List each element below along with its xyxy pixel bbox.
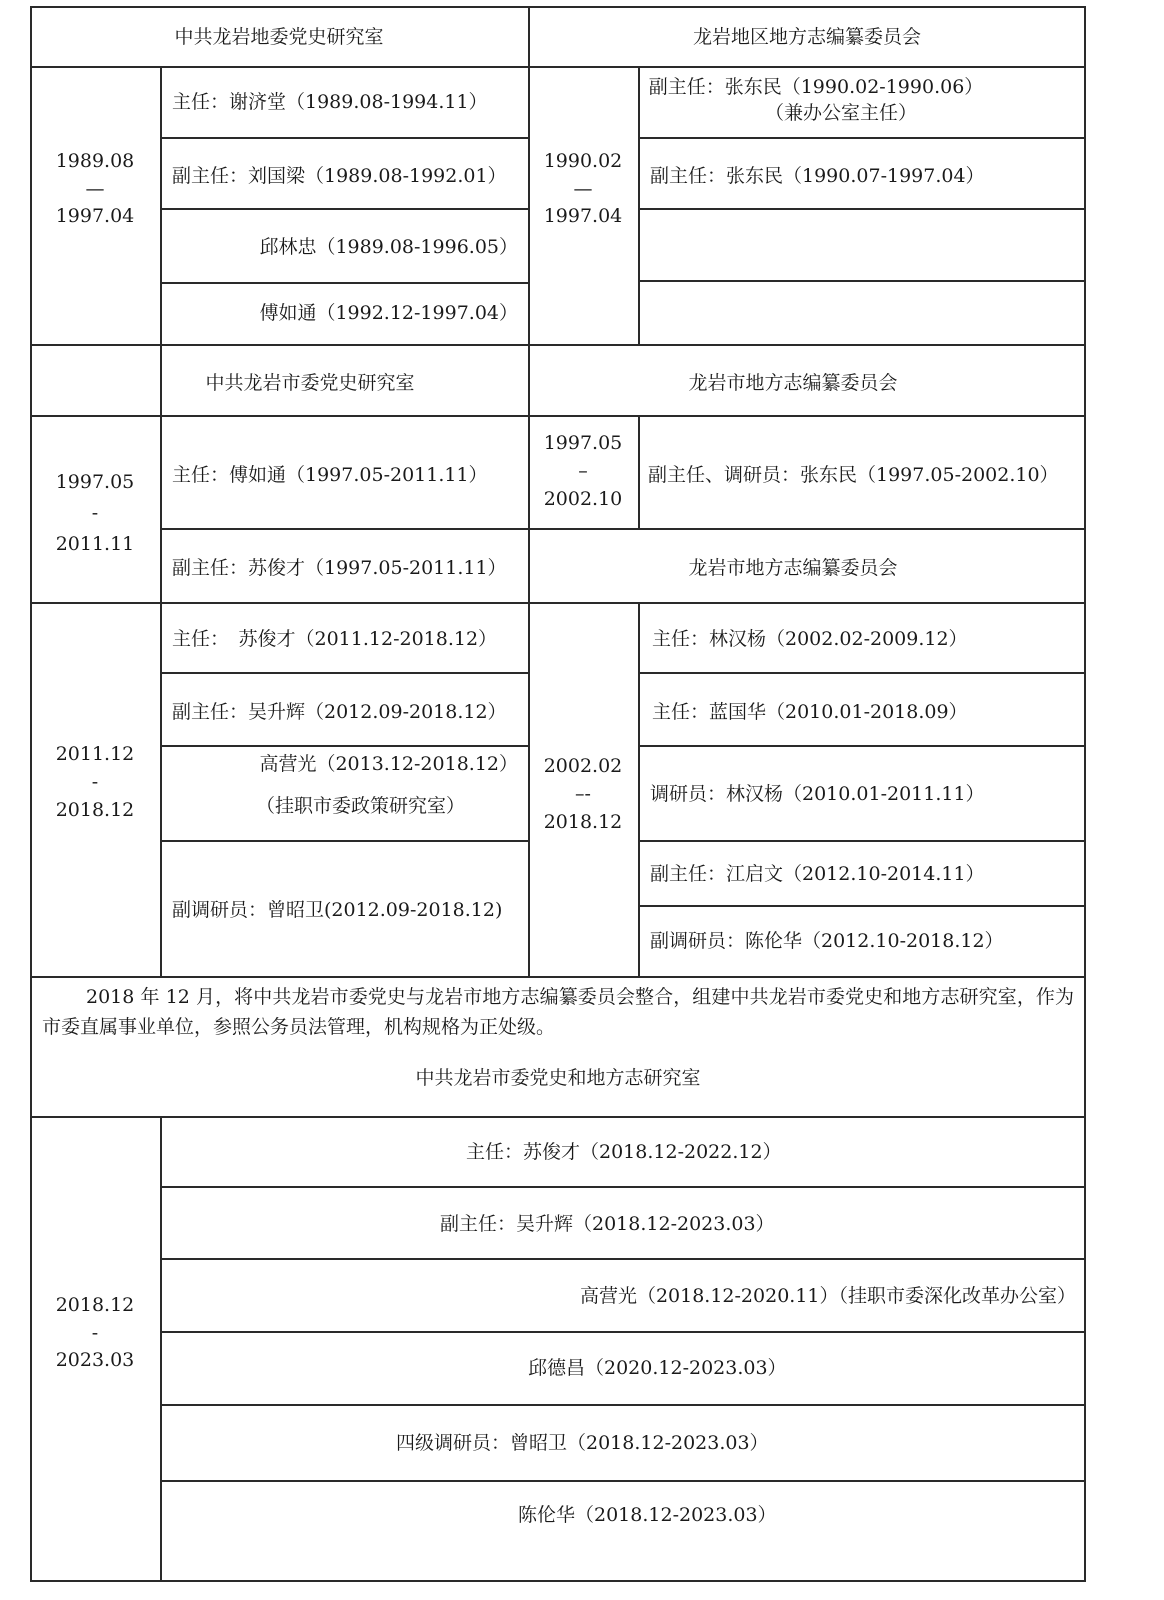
row-divider	[638, 280, 1086, 282]
entry-gao-yingguang-2: 高营光（2018.12-2020.11）（挂职市委深化改革办公室）	[579, 1285, 1076, 1307]
row-divider	[638, 672, 1086, 674]
personnel-table: 中共龙岩地委党史研究室 龙岩地区地方志编纂委员会 1989.08 — 1997.04 1990.02 — 1997.04 主任：谢济堂（1989.08-1994.11） 副主任：刘国梁（1989.08-1992.01） 邱林忠（1989.08-1996.05） 傅如通（1992.12-1997.04） 副主任：张东民（1990.02-1990.06） （兼办公室主任） 副主任：张东民（1990.07-1997.04） 中共龙岩市委党史研究室 龙岩市地方志编纂委员会 1997.05 - 2011.11 1997.05 – 2002.10 主任：傅如通（1997.05-2011.11） 副主任：苏俊才（1997.05-2011.11） 副主任、调研员：张东民（1997.05-2002.10） 龙岩市地方志编纂委员会 2011.12 - 2018.12 2002.02 –- 2018.12 主任： 苏俊才（2011.12-2018.12） 副主任：吴升辉（2012.09-2018.12） 高营光（2013.12-2018.12） （挂职市委政策研究室） 副调研员：曾昭卫(2012.09-2018.12) 主任：林汉杨（2002.02-2009.12） 主任：蓝国华（2010.01-2018.09） 调研员：林汉杨（2010.01-2011.11） 副主任：江启文（2012.10-2014.11） 副调研员：陈伦华（2012.10-2018.12） 2018 年 12 月，将中共龙岩市委党史与龙岩市地方志编纂委员会整合，组建中共龙岩市委党史和地方志研究室，作为市委直属事业单位，参照公务员法管理，机构规格为正处级。 中共龙岩市委党史和地方志研究室 2018.12 - 2023.03 主任：苏俊才（2018.12-2022.12） 副主任：吴升辉（2018.12-2023.03） 高营光（2018.12-2020.11）（挂职市委深化改革办公室） 邱德昌（2020.12-2023.03） 四级调研员：曾昭卫（2018.12-2023.03） 陈伦华（2018.12-2023.03）	[30, 6, 1086, 1582]
row-divider	[160, 282, 528, 284]
header-dangshi-shiwei: 中共龙岩市委党史研究室	[205, 372, 415, 394]
table-border-top	[30, 6, 1086, 8]
entry-fu-rutong-2: 主任：傅如通（1997.05-2011.11）	[172, 464, 488, 486]
entry-chen-lunhua-2: 陈伦华（2018.12-2023.03）	[518, 1504, 777, 1526]
row-divider	[638, 137, 1086, 139]
entry-su-juncai-2: 主任： 苏俊才（2011.12-2018.12）	[172, 628, 498, 650]
column-divider	[638, 415, 640, 528]
merger-paragraph: 2018 年 12 月，将中共龙岩市委党史与龙岩市地方志编纂委员会整合，组建中共龙岩市委党史和地方志研究室，作为市委直属事业单位，参照公务员法管理，机构规格为正处级。	[42, 986, 1074, 1038]
header-dangshi-diwei: 中共龙岩地委党史研究室	[174, 26, 384, 48]
entry-qiu-linzhong: 邱林忠（1989.08-1996.05）	[259, 236, 518, 258]
entry-gao-yingguang-note: （挂职市委政策研究室）	[256, 795, 466, 817]
entry-lin-hanyang-2: 调研员：林汉杨（2010.01-2011.11）	[650, 783, 985, 805]
table-border-bottom	[30, 1580, 1086, 1582]
entry-fu-rutong: 傅如通（1992.12-1997.04）	[259, 302, 518, 324]
row-divider	[160, 1404, 1086, 1406]
entry-wu-shenghui: 副主任：吴升辉（2012.09-2018.12）	[172, 701, 507, 723]
header-fangzhi-diqu: 龙岩地区地方志编纂委员会	[692, 26, 921, 48]
row-divider	[160, 1258, 1086, 1260]
row-divider	[160, 137, 528, 139]
row-divider	[160, 1480, 1086, 1482]
row-divider	[638, 745, 1086, 747]
column-divider	[638, 602, 640, 976]
entry-liu-guoliang: 副主任：刘国梁（1989.08-1992.01）	[172, 165, 507, 187]
row-divider	[638, 840, 1086, 842]
row-divider	[30, 344, 1086, 346]
row-divider	[160, 672, 528, 674]
row-divider	[30, 602, 1086, 604]
entry-lan-guohua: 主任：蓝国华（2010.01-2018.09）	[652, 701, 968, 723]
merger-title: 中共龙岩市委党史和地方志研究室	[415, 1067, 701, 1089]
header-fangzhi-shi-2: 龙岩市地方志编纂委员会	[688, 557, 898, 579]
row-divider	[30, 976, 1086, 978]
entry-su-juncai-3: 主任：苏俊才（2018.12-2022.12）	[466, 1141, 782, 1163]
row-divider	[160, 745, 528, 747]
entry-wu-shenghui-2: 副主任：吴升辉（2018.12-2023.03）	[440, 1213, 775, 1235]
entry-jiang-qiwen: 副主任：江启文（2012.10-2014.11）	[650, 863, 985, 885]
entry-xie-jitang: 主任：谢济堂（1989.08-1994.11）	[172, 91, 488, 113]
table-border-right	[1084, 6, 1086, 1582]
entry-zhang-dongmin-2: 副主任：张东民（1990.07-1997.04）	[650, 165, 985, 187]
header-fangzhi-shi: 龙岩市地方志编纂委员会	[688, 372, 898, 394]
entry-su-juncai: 副主任：苏俊才（1997.05-2011.11）	[172, 557, 507, 579]
row-divider	[160, 1331, 1086, 1333]
column-divider	[160, 1116, 162, 1582]
column-divider	[160, 66, 162, 976]
row-divider	[30, 66, 1086, 68]
entry-zhang-dongmin-3: 副主任、调研员：张东民（1997.05-2002.10）	[648, 464, 1059, 486]
entry-qiu-dechang: 邱德昌（2020.12-2023.03）	[528, 1357, 787, 1379]
entry-zeng-zhaowei-2: 四级调研员：曾昭卫（2018.12-2023.03）	[396, 1432, 769, 1454]
row-divider	[160, 208, 528, 210]
entry-lin-hanyang: 主任：林汉杨（2002.02-2009.12）	[652, 628, 968, 650]
entry-chen-lunhua: 副调研员：陈伦华（2012.10-2018.12）	[650, 930, 1004, 952]
row-divider	[160, 528, 1086, 530]
row-divider	[160, 1186, 1086, 1188]
row-divider	[638, 208, 1086, 210]
entry-zhang-dongmin-1-note: （兼办公室主任）	[764, 102, 917, 124]
entry-zhang-dongmin-1: 副主任：张东民（1990.02-1990.06）	[648, 76, 984, 98]
row-divider	[160, 840, 528, 842]
row-divider	[638, 905, 1086, 907]
row-divider	[30, 415, 1086, 417]
entry-zeng-zhaowei: 副调研员：曾昭卫(2012.09-2018.12)	[172, 899, 503, 921]
entry-gao-yingguang: 高营光（2013.12-2018.12）	[259, 753, 518, 775]
row-divider	[30, 1116, 1086, 1118]
